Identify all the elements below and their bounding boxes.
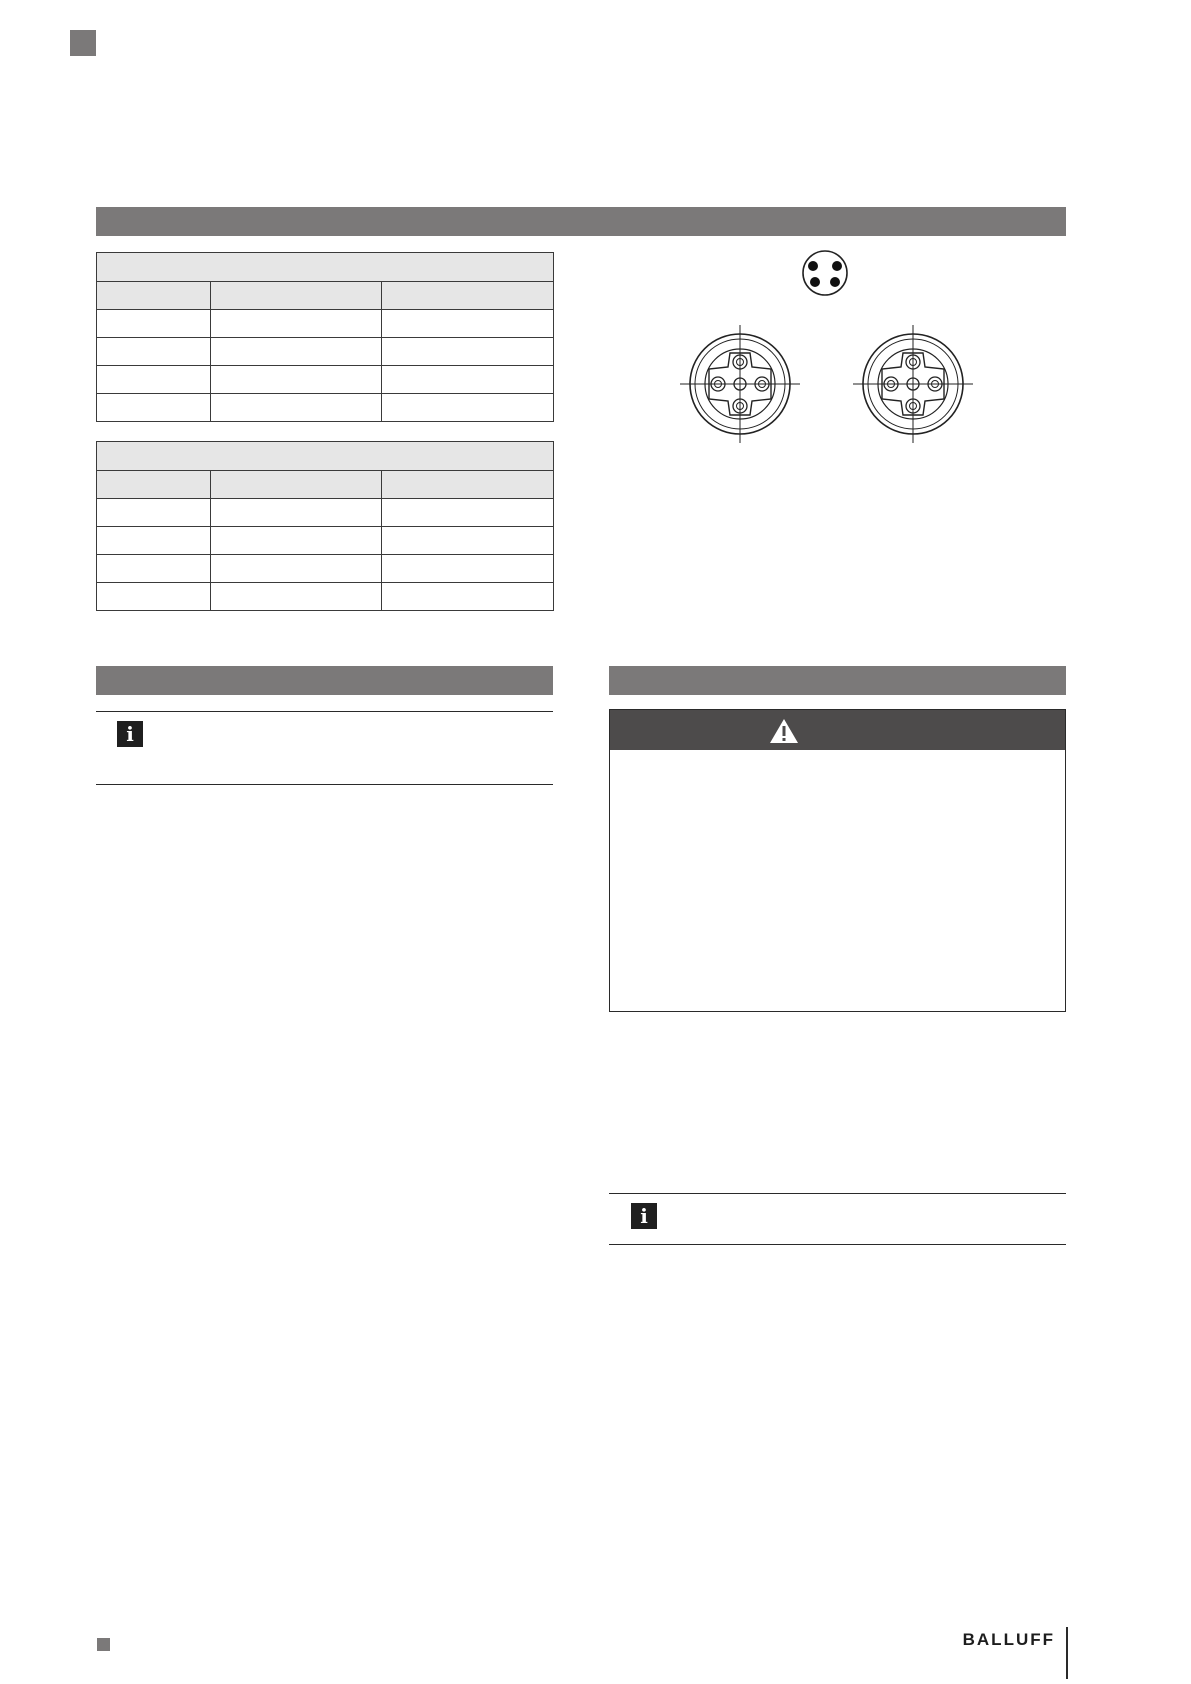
- table-cell: [97, 499, 211, 527]
- table-cell: [382, 499, 554, 527]
- table-cell: [211, 366, 382, 394]
- table-row: [97, 555, 554, 583]
- connector-right-icon: [853, 325, 973, 443]
- warning-triangle-icon: [768, 717, 800, 745]
- info-note-left: [96, 711, 553, 785]
- table-cell: [97, 394, 211, 422]
- table-cell: [211, 527, 382, 555]
- table-cell: [97, 338, 211, 366]
- footer-marker: [97, 1638, 110, 1651]
- corner-marker: [70, 30, 96, 56]
- table-cell: [382, 394, 554, 422]
- table-cell: [382, 555, 554, 583]
- table-cell: [382, 527, 554, 555]
- table-cell: [211, 499, 382, 527]
- connector-pinout-diagram: [660, 245, 990, 445]
- connector-left-icon: [680, 325, 800, 443]
- table-cell: [97, 527, 211, 555]
- table-cell: [211, 310, 382, 338]
- pin-assignment-table-1: [96, 252, 554, 422]
- table-row: [97, 394, 554, 422]
- column-header: [211, 471, 382, 499]
- column-header: [211, 282, 382, 310]
- table-cell: [211, 555, 382, 583]
- brand-logo: BALLUFF: [962, 1630, 1055, 1649]
- info-note-right: [609, 1193, 1066, 1245]
- table-row: [97, 310, 554, 338]
- column-header: [382, 282, 554, 310]
- table-row: [97, 527, 554, 555]
- section-header-bar-right: [609, 666, 1066, 695]
- table-cell: [382, 338, 554, 366]
- table-caption: [97, 442, 554, 471]
- small-connector-icon: [803, 251, 847, 295]
- table-row: [97, 366, 554, 394]
- column-header: [382, 471, 554, 499]
- table-cell: [211, 338, 382, 366]
- table-cell: [382, 366, 554, 394]
- table-cell: [97, 555, 211, 583]
- column-header: [97, 471, 211, 499]
- table-row: [97, 583, 554, 611]
- table-row: [97, 499, 554, 527]
- warning-header: [610, 710, 1065, 750]
- table-caption: [97, 253, 554, 282]
- footer-divider: [1066, 1627, 1068, 1679]
- info-icon: i: [117, 721, 143, 747]
- section-header-bar-left: [96, 666, 553, 695]
- section-header-bar: [96, 207, 1066, 236]
- warning-box: [609, 709, 1066, 1012]
- info-icon: i: [631, 1203, 657, 1229]
- table-cell: [382, 310, 554, 338]
- table-cell: [97, 583, 211, 611]
- table-cell: [382, 583, 554, 611]
- table-cell: [211, 583, 382, 611]
- table-cell: [97, 310, 211, 338]
- table-cell: [211, 394, 382, 422]
- pin-assignment-table-2: [96, 441, 554, 611]
- table-cell: [97, 366, 211, 394]
- column-header: [97, 282, 211, 310]
- table-row: [97, 338, 554, 366]
